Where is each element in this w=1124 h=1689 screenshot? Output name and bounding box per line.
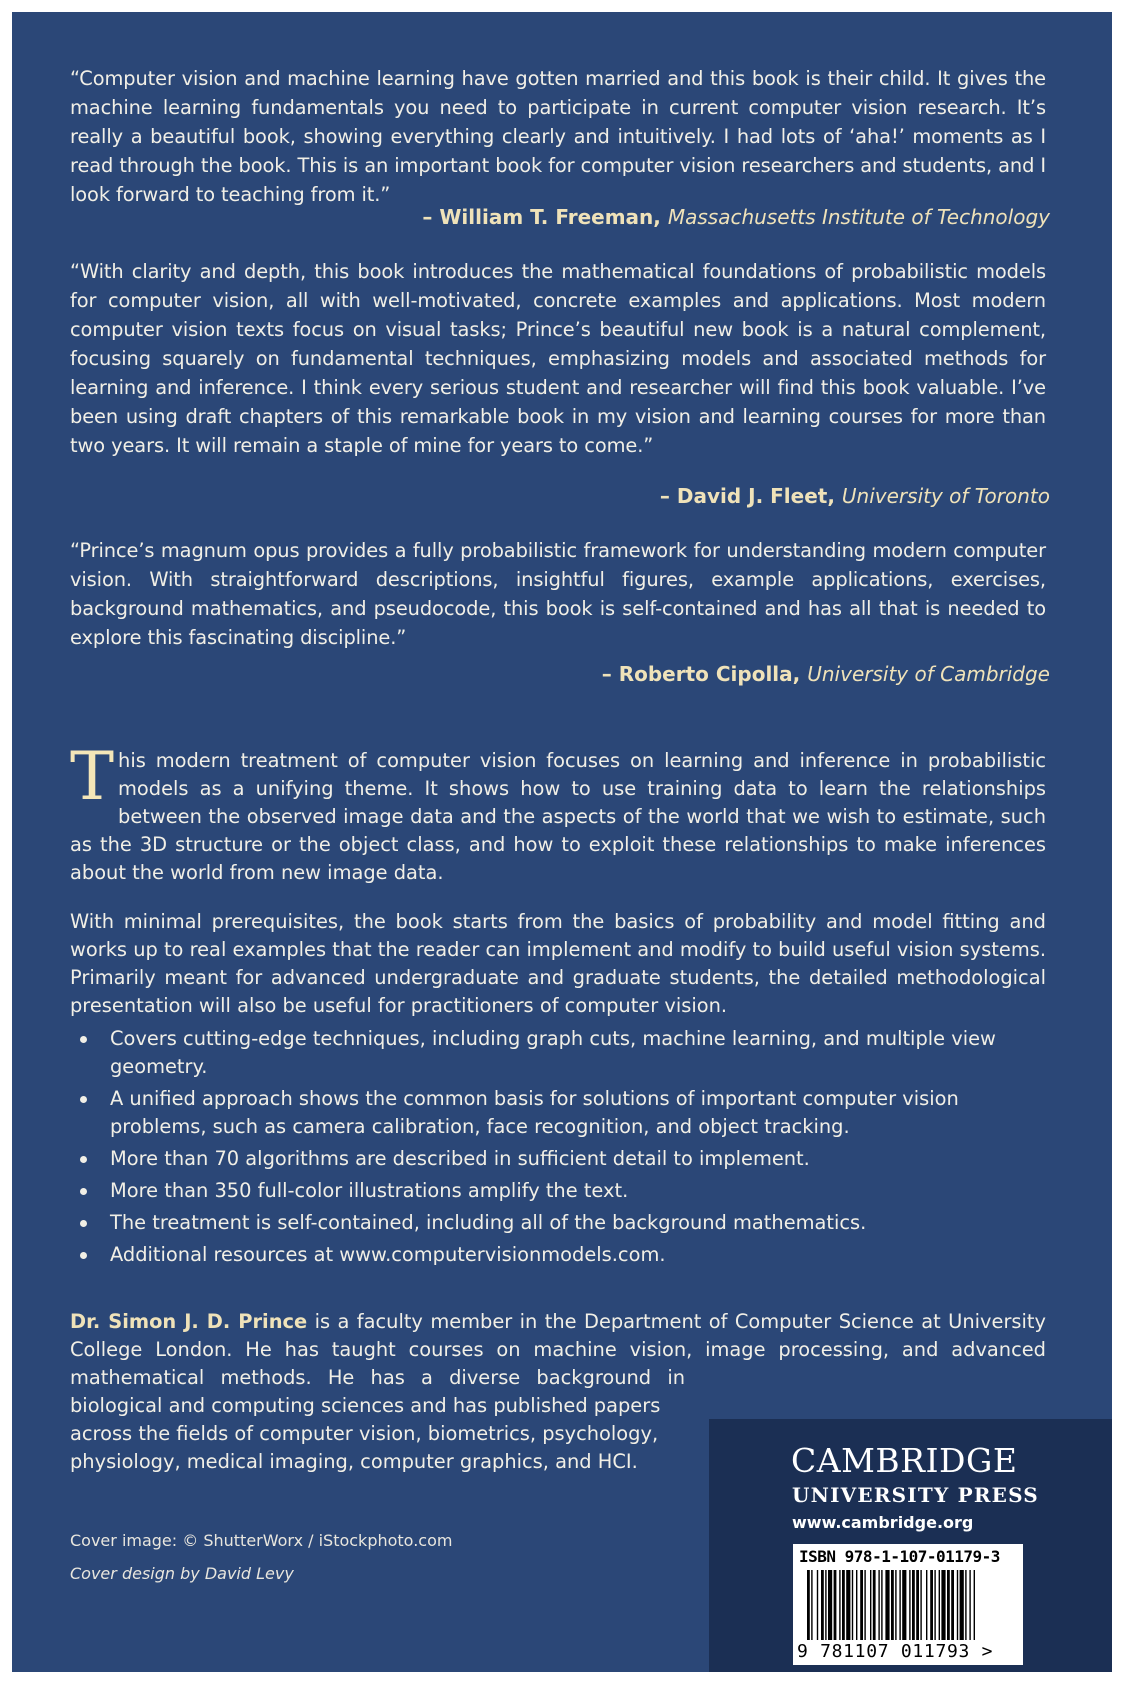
- barcode-bar: [957, 1570, 958, 1640]
- barcode-bar: [878, 1570, 879, 1640]
- barcode-bar: [873, 1570, 876, 1640]
- isbn-label: ISBN 978-1-107-01179-3: [799, 1547, 1000, 1566]
- barcode-bar: [870, 1570, 871, 1640]
- bullet-icon: [80, 1252, 87, 1259]
- barcode-bar: [817, 1570, 818, 1640]
- barcode-bar: [828, 1570, 832, 1640]
- bullet-icon: [80, 1220, 87, 1227]
- barcode-bar: [899, 1570, 900, 1640]
- barcode-bars: [797, 1570, 1019, 1642]
- barcode-bar: [965, 1570, 966, 1640]
- quote-affiliation: University of Toronto: [841, 484, 1050, 508]
- barcode-bar: [951, 1570, 954, 1640]
- author-bio-line: mathematical methods. He has a diverse background in: [70, 1366, 685, 1389]
- barcode-bar: [821, 1570, 824, 1640]
- feature-text: More than 70 algorithms are described in sufficient detail to implement.: [110, 1147, 810, 1170]
- quote-cipolla: “Prince’s magnum opus provides a fully probabilistic framework for understanding modern computer vision. With straightforward descriptions, insightful figures, example applications, exercises, background mathematics, and pseudocode, this book is self-contained and has all that is needed to explore this fascinating discipline.”: [70, 539, 1046, 649]
- barcode-bar: [860, 1570, 863, 1640]
- barcode-bar: [891, 1570, 894, 1640]
- barcode-bar: [930, 1570, 933, 1640]
- barcode-bar: [856, 1570, 857, 1640]
- bullet-icon: [80, 1096, 87, 1103]
- barcode-bar: [912, 1570, 915, 1640]
- barcode-bar: [846, 1570, 850, 1640]
- barcode-bar: [885, 1570, 889, 1640]
- publisher-subname: UNIVERSITY PRESS: [792, 1483, 1039, 1507]
- bullet-icon: [80, 1156, 87, 1163]
- description-paragraph-2: With minimal prerequisites, the book starts from the basics of probability and model fitting and works up to real examples that the reader can implement and modify to build useful vision systems. Primarily meant for advanced undergraduate and graduate students, the detailed methodological presentation will also be useful for practitioners of computer vision.: [70, 910, 1046, 1017]
- description-paragraph-1: [70, 738, 1046, 887]
- barcode-bar: [852, 1570, 853, 1640]
- quote-affiliation: University of Cambridge: [807, 662, 1050, 686]
- feature-text: A unified approach shows the common basis for solutions of important computer vision problems, such as camera calibration, face recognition, and object tracking.: [110, 1087, 959, 1138]
- barcode-bar: [941, 1570, 945, 1640]
- publisher-name: CAMBRIDGE: [791, 1441, 1018, 1480]
- publisher-url: www.cambridge.org: [792, 1513, 974, 1532]
- barcode-bar: [974, 1570, 975, 1640]
- barcode-bar: [902, 1570, 906, 1640]
- author-bio-line: physiology, medical imaging, computer graphics, and HCI.: [70, 1450, 638, 1473]
- feature-list: [70, 1025, 1030, 1273]
- author-bio-line: across the fields of computer vision, biometrics, psychology,: [70, 1422, 659, 1445]
- author-bio-text: is a faculty member in the Department of Computer Science at University: [307, 1310, 1046, 1333]
- barcode-bar: [934, 1570, 935, 1640]
- barcode-bar: [811, 1570, 812, 1640]
- barcode-bar: [825, 1570, 826, 1640]
- feature-item: [70, 1145, 1030, 1173]
- bullet-icon: [80, 1188, 87, 1195]
- barcode-bar: [926, 1570, 927, 1640]
- barcode-bar: [881, 1570, 882, 1640]
- feature-item: [70, 1177, 1030, 1205]
- quote-cipolla-attribution: [602, 660, 1050, 689]
- feature-text: Covers cutting-edge techniques, including graph cuts, machine learning, and multiple view geometry.: [110, 1027, 996, 1078]
- barcode-bar: [834, 1570, 837, 1640]
- author-bio-line: College London. He has taught courses on machine vision, image processing, and advanced: [70, 1338, 1046, 1361]
- feature-item: [70, 1025, 1030, 1081]
- author-bio-line: biological and computing sciences and has published papers: [70, 1394, 661, 1417]
- author-name: Dr. Simon J. D. Prince: [70, 1310, 308, 1333]
- feature-text: Additional resources at www.computervisionmodels.com.: [110, 1243, 666, 1266]
- barcode-bar: [916, 1570, 919, 1640]
- cover-design-credit: Cover design by David Levy: [70, 1564, 294, 1583]
- barcode-bar: [920, 1570, 921, 1640]
- barcode-bar: [939, 1570, 940, 1640]
- barcode-bar: [839, 1570, 840, 1640]
- cover-image-credit: Cover image: © ShutterWorx / iStockphoto.com: [70, 1531, 453, 1550]
- barcode-bar: [909, 1570, 910, 1640]
- quote-author: – Roberto Cipolla,: [601, 662, 801, 686]
- quote-freeman-attribution: [422, 203, 1050, 232]
- drop-cap: T: [70, 738, 115, 815]
- publisher-panel: [709, 1419, 1112, 1672]
- barcode-bar: [960, 1570, 964, 1640]
- feature-item: [70, 1241, 1030, 1269]
- isbn-barcode: [793, 1544, 1023, 1665]
- quote-affiliation: Massachusetts Institute of Technology: [667, 205, 1050, 229]
- barcode-bar: [842, 1570, 845, 1640]
- barcode-bar: [969, 1570, 970, 1640]
- quote-author: – David J. Fleet,: [659, 484, 835, 508]
- quote-freeman: “Computer vision and machine learning have gotten married and this book is their child. It gives the machine learning fundamentals you need to participate in current computer vision research. It’s really a beautiful book, showing everything clearly and intuitively. I had lots of ‘aha!’ moments as I read through the book. This is an important book for computer vision researchers and students, and I look forward to teaching from it.”: [70, 67, 1046, 206]
- description-text: his modern treatment of computer vision focuses on learning and inference in probabilistic models as a unifying theme. It shows how to use training data to learn the relationships between the observed image data and the aspects of the world that we wish to estimate, such as the 3D structure or the object class, and how to exploit these relationships to make inferences about the world from new image data.: [70, 749, 1046, 884]
- feature-item: [70, 1209, 1030, 1237]
- barcode-bar: [895, 1570, 896, 1640]
- barcode-digits: 9 781107 011793 >: [797, 1641, 994, 1662]
- feature-item: [70, 1085, 1030, 1141]
- feature-text: The treatment is self-contained, including all of the background mathematics.: [110, 1211, 867, 1234]
- barcode-bar: [807, 1570, 810, 1640]
- bullet-icon: [80, 1036, 87, 1043]
- back-cover: [12, 12, 1112, 1672]
- quote-author: – William T. Freeman,: [422, 205, 661, 229]
- quote-fleet: “With clarity and depth, this book introduces the mathematical foundations of probabilistic models for computer vision, all with well-motivated, concrete examples and applications. Most modern computer vision texts focus on visual tasks; Prince’s beautiful new book is a natural complement, focusing squarely on fundamental techniques, emphasizing models and associated methods for learning and inference. I think every serious student and researcher will find this book valuable. I’ve been using draft chapters of this remarkable book in my vision and learning courses for more than two years. It will remain a staple of mine for years to come.”: [70, 260, 1046, 457]
- barcode-bar: [864, 1570, 865, 1640]
- author-bio-line: [70, 1308, 1046, 1336]
- barcode-bar: [947, 1570, 950, 1640]
- quote-fleet-attribution: [660, 482, 1050, 511]
- feature-text: More than 350 full-color illustrations amplify the text.: [110, 1179, 629, 1202]
